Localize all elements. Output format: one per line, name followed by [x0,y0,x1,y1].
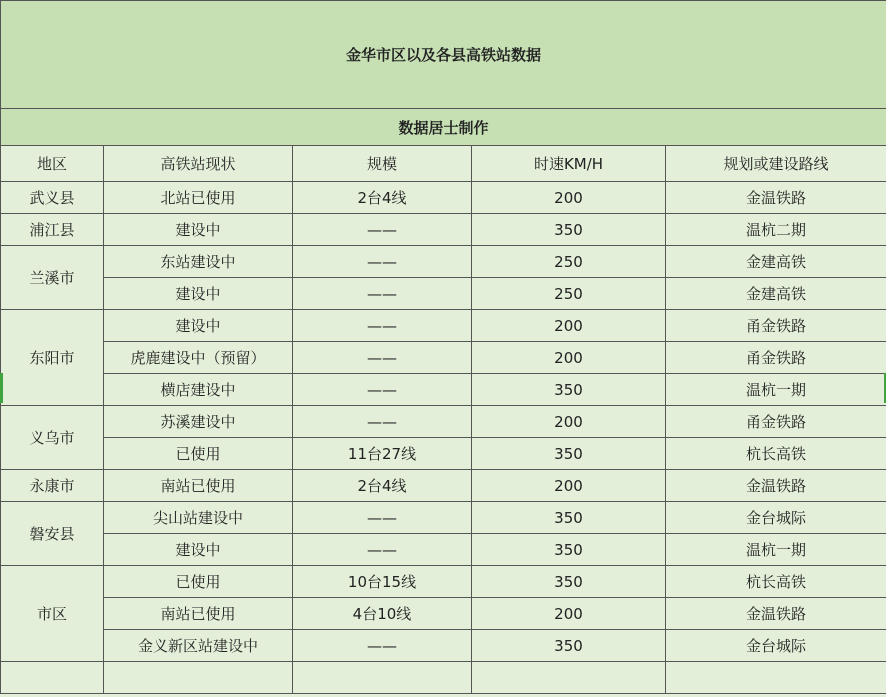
cell-scale[interactable]: —— [293,278,472,310]
cell-region[interactable]: 东阳市 [1,310,104,406]
empty-cell[interactable] [104,662,293,694]
table-row [1,598,887,630]
cell-region[interactable]: 兰溪市 [1,246,104,310]
empty-cell[interactable] [1,662,104,694]
table-title[interactable]: 金华市区以及各县高铁站数据 [1,1,887,109]
cell-status[interactable]: 建设中 [104,214,293,246]
cell-route[interactable]: 温杭一期 [666,374,887,406]
cell-status[interactable]: 南站已使用 [104,598,293,630]
table-row [1,534,887,566]
cell-status[interactable]: 东站建设中 [104,246,293,278]
table-row [1,566,887,598]
cell-status[interactable]: 已使用 [104,566,293,598]
header-region[interactable]: 地区 [1,146,104,182]
table-row [1,470,887,502]
table-row [1,214,887,246]
cell-status[interactable]: 建设中 [104,310,293,342]
cell-speed[interactable]: 350 [472,374,666,406]
cell-route[interactable]: 甬金铁路 [666,342,887,374]
cell-speed[interactable]: 200 [472,406,666,438]
cell-speed[interactable]: 200 [472,310,666,342]
cell-scale[interactable]: 2台4线 [293,470,472,502]
cell-route[interactable]: 金温铁路 [666,598,887,630]
cell-route[interactable]: 金温铁路 [666,182,887,214]
table-row [1,278,887,310]
cell-speed[interactable]: 200 [472,598,666,630]
cell-speed[interactable]: 250 [472,278,666,310]
cell-speed[interactable]: 350 [472,438,666,470]
cell-scale[interactable]: —— [293,630,472,662]
cell-region[interactable]: 浦江县 [1,214,104,246]
cell-route[interactable]: 杭长高铁 [666,438,887,470]
cell-route[interactable]: 金建高铁 [666,246,887,278]
cell-speed[interactable]: 200 [472,470,666,502]
cell-scale[interactable]: —— [293,214,472,246]
empty-row [1,662,887,694]
cell-status[interactable]: 南站已使用 [104,470,293,502]
cell-status[interactable]: 建设中 [104,534,293,566]
cell-speed[interactable]: 250 [472,246,666,278]
cell-region[interactable]: 永康市 [1,470,104,502]
cell-scale[interactable]: —— [293,342,472,374]
cell-speed[interactable]: 350 [472,534,666,566]
empty-cell[interactable] [472,662,666,694]
empty-cell[interactable] [666,662,887,694]
cell-speed[interactable]: 200 [472,182,666,214]
table-row [1,374,887,406]
empty-cell[interactable] [293,662,472,694]
cell-region[interactable]: 市区 [1,566,104,662]
cell-status[interactable]: 苏溪建设中 [104,406,293,438]
cell-route[interactable]: 杭长高铁 [666,566,887,598]
table-row [1,502,887,534]
cell-route[interactable]: 金温铁路 [666,470,887,502]
cell-scale[interactable]: 4台10线 [293,598,472,630]
cell-status[interactable]: 虎鹿建设中（预留） [104,342,293,374]
cell-scale[interactable]: 10台15线 [293,566,472,598]
table-row [1,406,887,438]
cell-scale[interactable]: —— [293,406,472,438]
table-subtitle[interactable]: 数据居士制作 [1,109,887,146]
cell-scale[interactable]: —— [293,374,472,406]
cell-status[interactable]: 建设中 [104,278,293,310]
cell-speed[interactable]: 350 [472,630,666,662]
header-speed[interactable]: 时速KM/H [472,146,666,182]
cell-status[interactable]: 金义新区站建设中 [104,630,293,662]
cell-speed[interactable]: 350 [472,502,666,534]
cell-scale[interactable]: 11台27线 [293,438,472,470]
cell-route[interactable]: 温杭一期 [666,534,887,566]
table-row [1,630,887,662]
cell-speed[interactable]: 200 [472,342,666,374]
cell-scale[interactable]: 2台4线 [293,182,472,214]
table-row [1,310,887,342]
cell-speed[interactable]: 350 [472,566,666,598]
cell-scale[interactable]: —— [293,246,472,278]
header-scale[interactable]: 规模 [293,146,472,182]
header-route[interactable]: 规划或建设路线 [666,146,887,182]
cell-region[interactable]: 磐安县 [1,502,104,566]
cell-scale[interactable]: —— [293,502,472,534]
cell-route[interactable]: 金建高铁 [666,278,887,310]
cell-region[interactable]: 武义县 [1,182,104,214]
cell-scale[interactable]: —— [293,534,472,566]
cell-speed[interactable]: 350 [472,214,666,246]
cell-route[interactable]: 金台城际 [666,630,887,662]
table-row [1,438,887,470]
cell-route[interactable]: 温杭二期 [666,214,887,246]
table-row [1,246,887,278]
header-status[interactable]: 高铁站现状 [104,146,293,182]
row-selection-marker-left [0,373,3,403]
cell-status[interactable]: 已使用 [104,438,293,470]
cell-status[interactable]: 北站已使用 [104,182,293,214]
cell-scale[interactable]: —— [293,310,472,342]
cell-route[interactable]: 甬金铁路 [666,310,887,342]
cell-route[interactable]: 金台城际 [666,502,887,534]
cell-status[interactable]: 横店建设中 [104,374,293,406]
cell-status[interactable]: 尖山站建设中 [104,502,293,534]
table-row [1,182,887,214]
cell-region[interactable]: 义乌市 [1,406,104,470]
table-row [1,342,887,374]
cell-route[interactable]: 甬金铁路 [666,406,887,438]
